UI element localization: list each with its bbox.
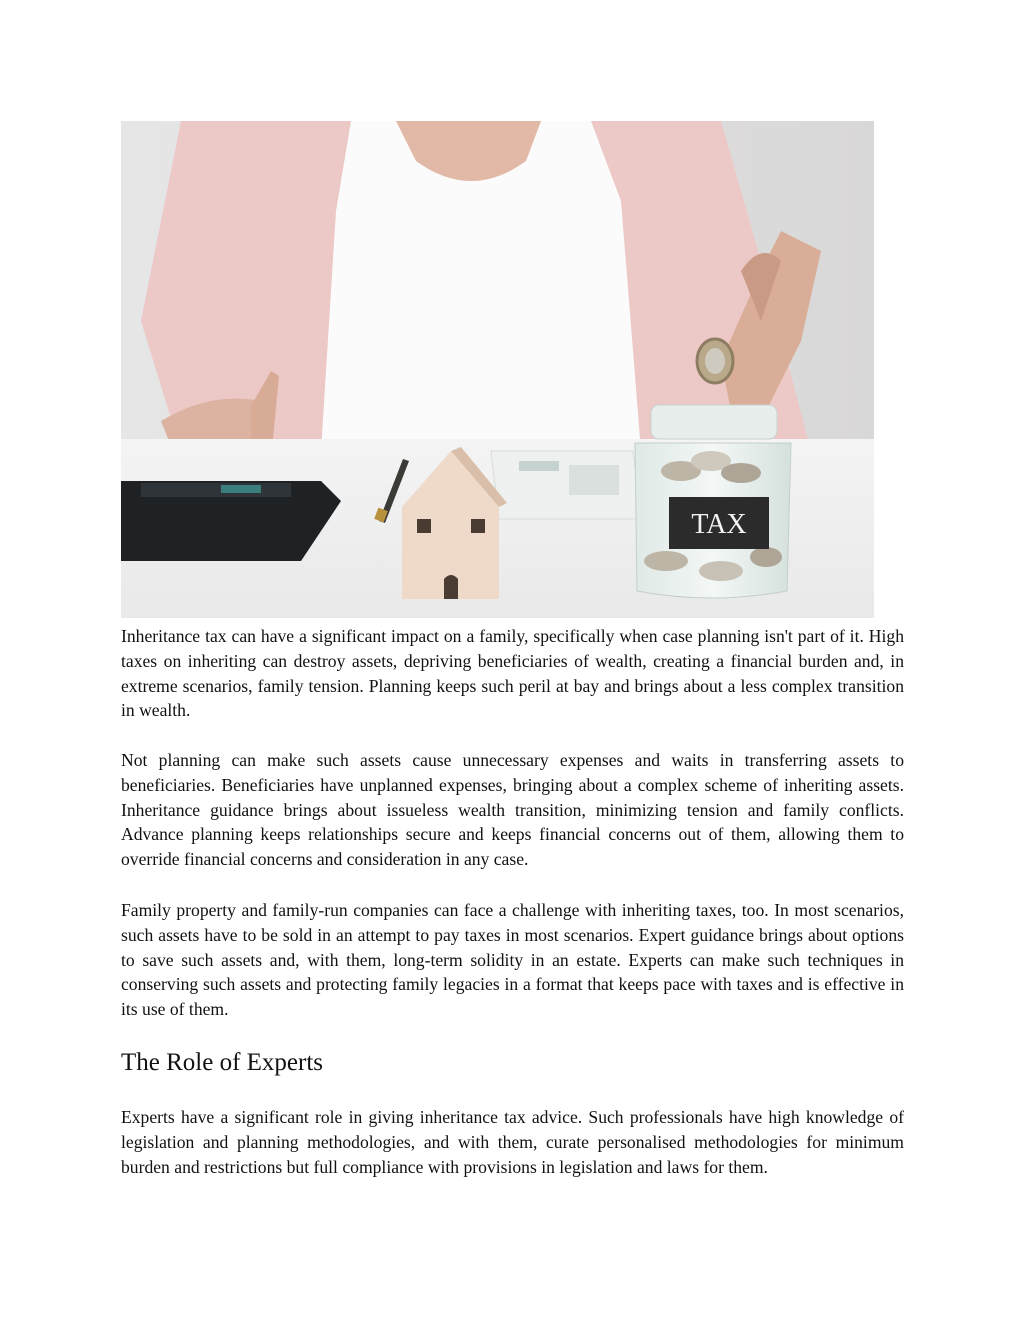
section-heading: The Role of Experts	[121, 1049, 324, 1076]
section-paragraph: Experts have a significant role in giving inheritance tax advice. Such professionals have high knowledge of legislation and planning methodologies, and with them, curate personalised methodologies for minimum burden and restrictions but full compliance with provisions in legislation and laws for them.	[121, 1107, 904, 1177]
hero-photo	[121, 121, 874, 618]
paragraph-1: Inheritance tax can have a significant impact on a family, specifically when case planning isn't part of it. High taxes on inheriting can destroy assets, depriving beneficiaries of wealth, creating a financial burden and, in extreme scenarios, family tension. Planning keeps such peril at bay and brings about a less complex transition in wealth.	[121, 626, 904, 721]
article-body-2	[121, 748, 904, 872]
paragraph-2: Not planning can make such assets cause unnecessary expenses and waits in transferring assets to beneficiaries. Beneficiaries have unplanned expenses, bringing about a complex scheme of inheriting assets. Inheritance guidance brings about issueless wealth transition, minimizing tension and family conflicts. Advance planning keeps relationships secure and keeps financial concerns out of them, allowing them to override financial concerns and consideration in any case.	[121, 750, 904, 870]
article-intro	[121, 624, 904, 723]
jar-tax-label: TAX	[691, 509, 747, 540]
section-experts	[121, 1048, 904, 1078]
article-body-3	[121, 898, 904, 1022]
section-experts-body	[121, 1105, 904, 1179]
paragraph-3: Family property and family-run companies can face a challenge with inheriting taxes, too. In most scenarios, such assets have to be sold in an attempt to pay taxes in most scenarios. Expert guidance brings about options to save such assets and, with them, long-term solidity in an estate. Experts can make such techniques in conserving such assets and protecting family legacies in a format that keeps pace with taxes and is effective in its use of them.	[121, 900, 904, 1020]
